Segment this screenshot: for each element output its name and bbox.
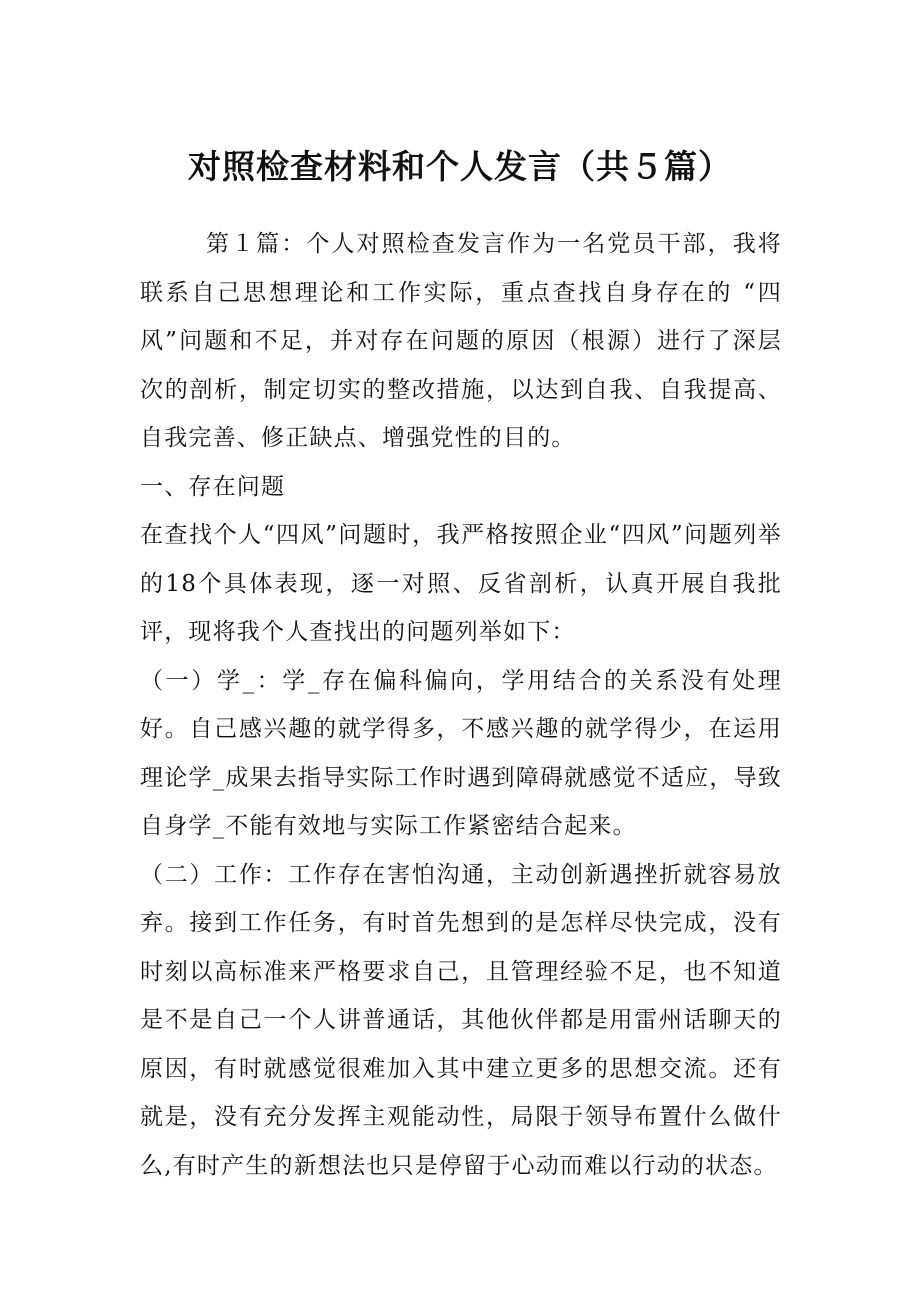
paragraph-intro: 第１篇：个人对照检查发言作为一名党员干部，我将联系自己思想理论和工作实际，重点查找自身存在的 “四风”问题和不足，并对存在问题的原因（根源）进行了深层次的剖析，制定切实的整改措施，以达到自我、自我提高、自我完善、修正缺点、增强党性的目的。: [140, 231, 782, 451]
paragraph-work: （二）工作：工作存在害怕沟通，主动创新遇挫折就容易放弃。接到工作任务，有时首先想到的是怎样尽快完成，没有时刻以高标准来严格要求自己，且管理经验不足，也不知道是不是自己一个人讲普通话，其他伙伴都是用雷州话聊天的原因，有时就感觉很难加入其中建立更多的思想交流。还有就是，没有充分发挥主观能动性，局限于领导布置什么做什么,有时产生的新想法也只是停留于心动而难以行动的状态。: [140, 861, 782, 1179]
document-title: 对照检查材料和个人发言（共５篇）: [188, 147, 732, 186]
section-heading-problems: 一、存在问题: [140, 473, 286, 500]
document-body: [140, 220, 782, 1190]
paragraph-study: （一）学_：学_存在偏科偏向，学用结合的关系没有处理好。自己感兴趣的就学得多，不感兴趣的就学得少，在运用理论学_成果去指导实际工作时遇到障碍就感觉不适应，导致自身学_不能有效地与实际工作紧密结合起来。: [140, 667, 782, 839]
paragraph-overview: 在查找个人“四风”问题时，我严格按照企业“四风”问题列举的18个具体表现，逐一对照、反省剖析，认真开展自我批评，现将我个人查找出的问题列举如下：: [140, 522, 782, 645]
